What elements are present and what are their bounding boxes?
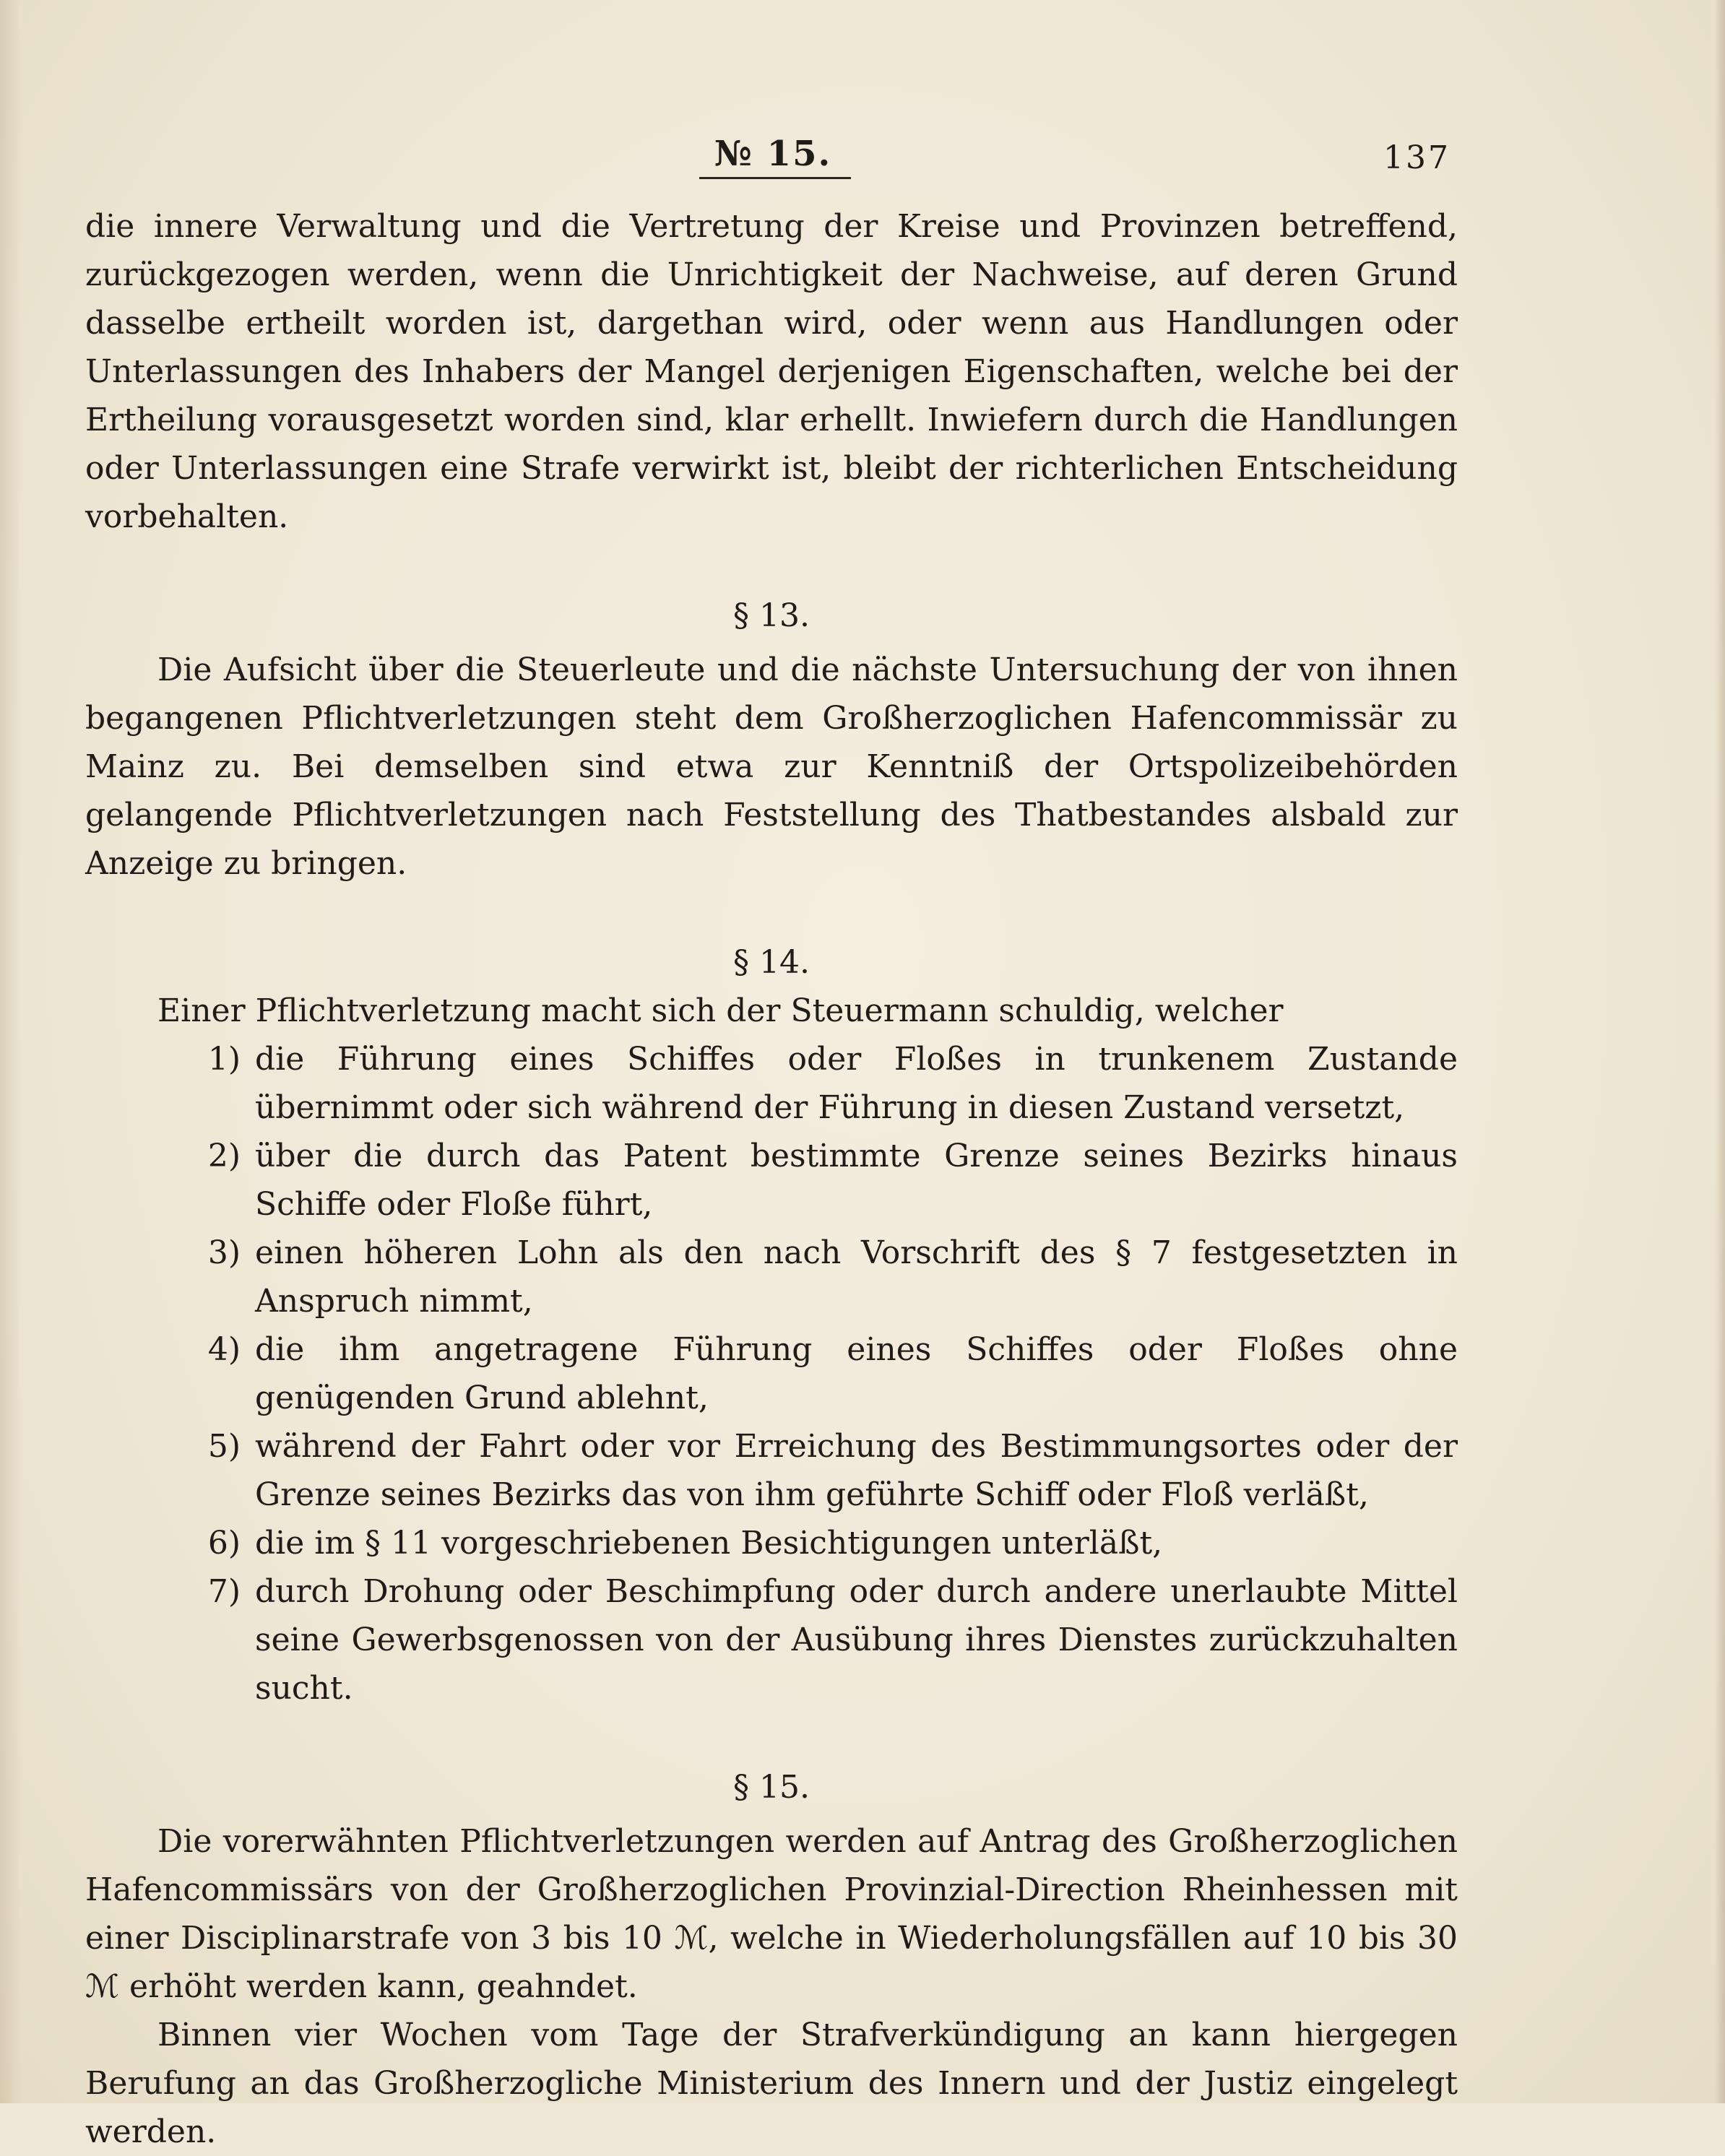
issue-underline xyxy=(699,177,851,179)
list-item-text: die im § 11 vorgeschriebenen Besichtigungen unterläßt, xyxy=(255,1525,1163,1562)
list-item-number: 4) xyxy=(207,1331,241,1368)
list-item-text: die Führung eines Schiffes oder Floßes in trunkenem Zustande übernimmt oder sich während der Führung in diesen Zustand versetzt, xyxy=(255,1041,1458,1126)
section-heading-15: § 15. xyxy=(733,1769,810,1806)
list-item xyxy=(85,1229,1458,1325)
list-item-text: die ihm angetragene Führung eines Schiffes oder Floßes ohne genügenden Grund ablehnt, xyxy=(255,1331,1458,1416)
list-item xyxy=(85,1325,1458,1422)
list-item-text: einen höheren Lohn als den nach Vorschrift des § 7 festgesetzten in Anspruch nimmt, xyxy=(255,1234,1458,1320)
list-item xyxy=(85,1567,1458,1713)
list-item-text: über die durch das Patent bestimmte Grenze seines Bezirks hinaus Schiffe oder Floße führt, xyxy=(255,1138,1458,1223)
list-item xyxy=(85,1035,1458,1132)
section-15-appeal-text: Binnen vier Wochen vom Tage der Strafverkündigung an kann hiergegen Berufung an das Großherzogliche Ministerium des Innern und der Justiz eingelegt werden. xyxy=(85,2017,1458,2150)
section-13-text: Die Aufsicht über die Steuerleute und die nächste Untersuchung der von ihnen begangenen Pflichtverletzungen steht dem Großherzoglichen Hafencommissär zu Mainz zu. Bei demselben sind etwa zur Kenntniß der Ortspolizeibehörden gelangende Pflichtverletzungen nach Feststellung des Thatbestandes alsbald zur Anzeige zu bringen. xyxy=(85,651,1458,882)
section-14-list xyxy=(85,1035,1458,1713)
list-item xyxy=(85,1132,1458,1229)
page-number: 137 xyxy=(1383,139,1451,176)
section-14-intro: Einer Pflichtverletzung macht sich der Steuermann schuldig, welcher xyxy=(157,992,1284,1029)
paragraph-continuation: die innere Verwaltung und die Vertretung der Kreise und Provinzen betreffend, zurückgezogen werden, wenn die Unrichtigkeit der Nachweise, auf deren Grund dasselbe ertheilt worden ist, dargethan wird, oder wenn aus Handlungen oder Unterlassungen des Inhabers der Mangel derjenigen Eigenschaften, welche bei der Ertheilung vorausgesetzt worden sind, klar erhellt. Inwiefern durch die Handlungen oder Unterlassungen eine Strafe verwirkt ist, bleibt der richterlichen Entscheidung vorbehalten. xyxy=(85,208,1458,535)
section-heading-14: § 14. xyxy=(733,944,810,981)
issue-number: № 15. xyxy=(714,134,832,174)
list-item-number: 5) xyxy=(207,1428,241,1465)
list-item-number: 2) xyxy=(207,1138,241,1174)
page-header xyxy=(0,134,1725,184)
section-15-text: Die vorerwähnten Pflichtverletzungen werden auf Antrag des Großherzoglichen Hafencommissärs von der Großherzoglichen Provinzial-Direction Rheinhessen mit einer Disciplinarstrafe von 3 bis 10 ℳ, welche in Wiederholungsfällen auf 10 bis 30 ℳ erhöht werden kann, geahndet. xyxy=(85,1823,1458,2005)
list-item xyxy=(85,1422,1458,1519)
list-item-number: 3) xyxy=(207,1234,241,1271)
list-item-number: 1) xyxy=(207,1041,241,1078)
list-item-text: während der Fahrt oder vor Erreichung des Bestimmungsortes oder der Grenze seines Bezirks das von ihm geführte Schiff oder Floß verläßt, xyxy=(255,1428,1458,1513)
section-heading-13: § 13. xyxy=(733,597,810,634)
page-edge-right xyxy=(1715,0,1725,2103)
list-item xyxy=(85,1519,1458,1567)
page-body xyxy=(85,202,1458,2156)
page-edge-left xyxy=(0,0,22,2103)
list-item-number: 7) xyxy=(207,1573,241,1610)
list-item-number: 6) xyxy=(207,1525,241,1562)
list-item-text: durch Drohung oder Beschimpfung oder durch andere unerlaubte Mittel seine Gewerbsgenossen von der Ausübung ihres Dienstes zurückzuhalten sucht. xyxy=(255,1573,1458,1707)
